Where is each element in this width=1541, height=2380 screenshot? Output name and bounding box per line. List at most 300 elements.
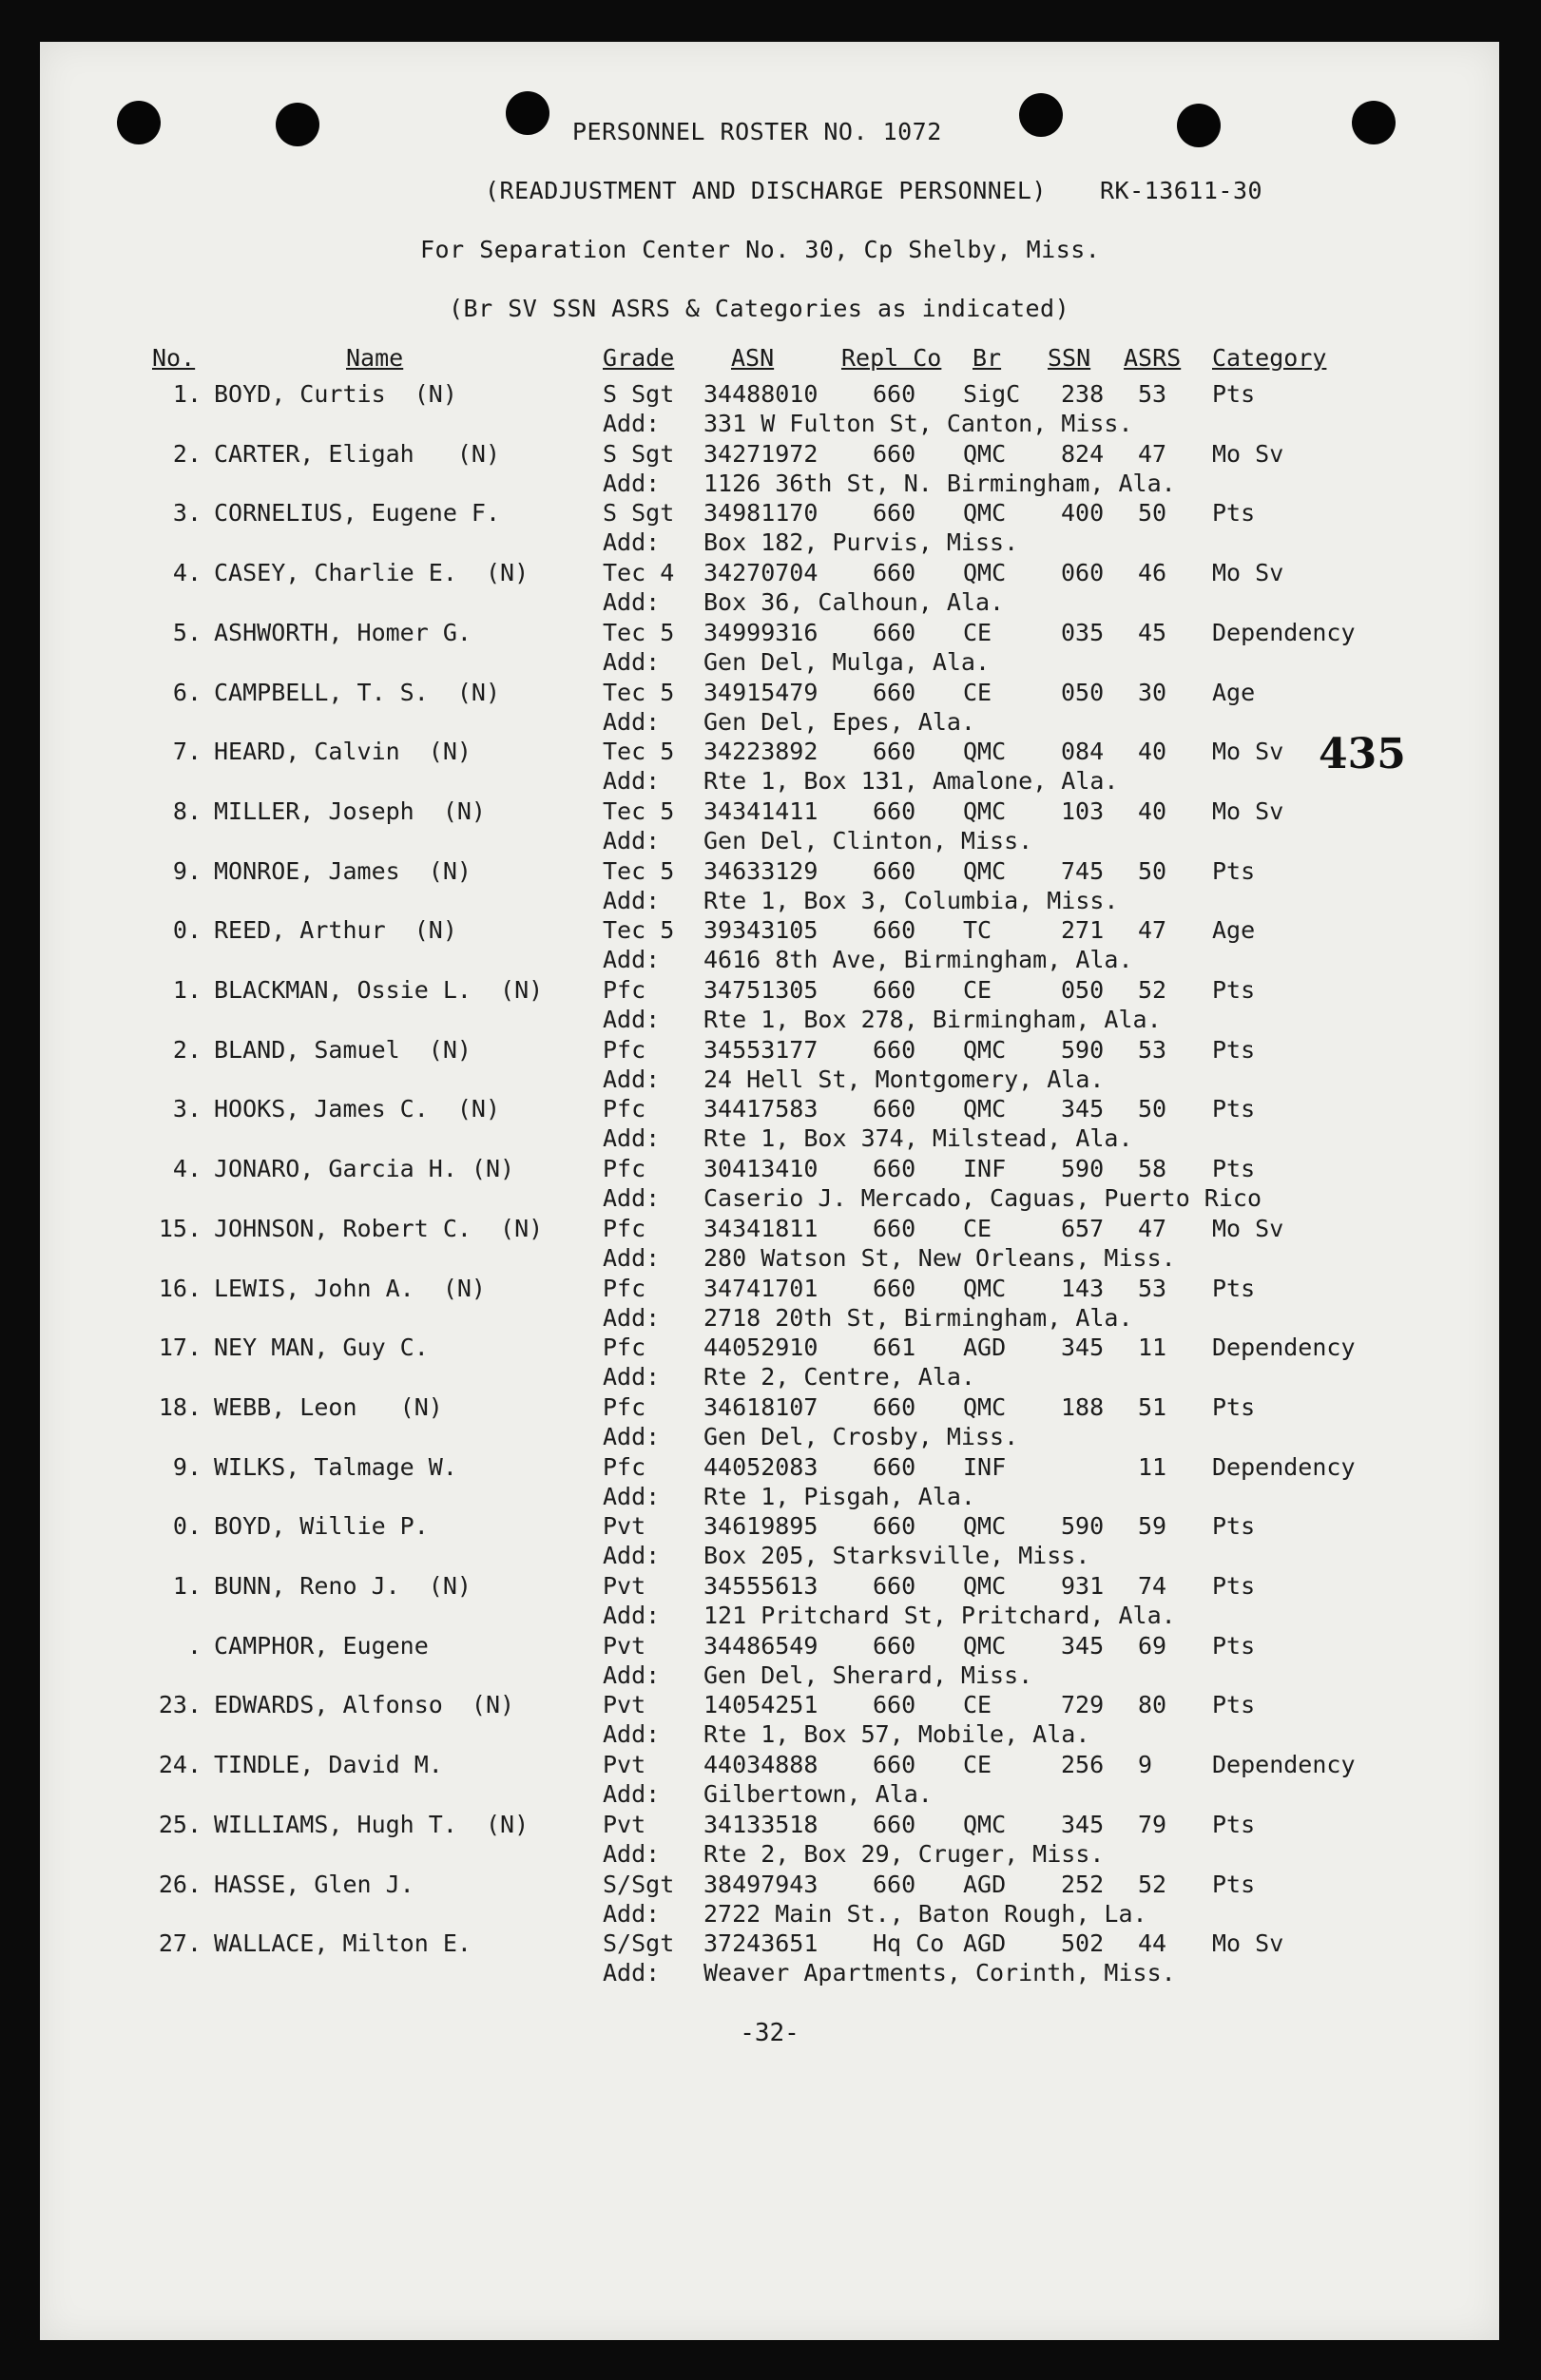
entry-number: 2. [172, 1035, 202, 1064]
entry-ssn: 188 [1061, 1392, 1105, 1421]
entry-asn: 30413410 [703, 1155, 819, 1183]
entry-ssn: 271 [1061, 916, 1105, 945]
entry-category: Mo Sv [1212, 559, 1284, 587]
entry-name: WILLIAMS, Hugh T. (N) [214, 1810, 530, 1838]
entry-category: Pts [1212, 1810, 1256, 1838]
col-header-no: No. [152, 344, 196, 372]
entry-ssn: 590 [1061, 1512, 1105, 1541]
col-header-category: Category [1212, 344, 1327, 372]
entry-address: Caserio J. Mercado, Caguas, Puerto Rico [703, 1184, 1262, 1213]
roster-entry [40, 1751, 1499, 1810]
col-header-ssn: SSN [1048, 344, 1091, 372]
entry-category: Mo Sv [1212, 1929, 1284, 1958]
entry-branch: QMC [963, 1512, 1007, 1541]
entry-address: Rte 1, Box 3, Columbia, Miss. [703, 886, 1119, 914]
entry-ssn: 729 [1061, 1691, 1105, 1719]
entry-ssn: 590 [1061, 1035, 1105, 1064]
entry-address-label: Add: [603, 1006, 661, 1033]
roster-entry [40, 1036, 1499, 1095]
entry-asrs: 40 [1138, 797, 1167, 825]
entry-branch: AGD [963, 1870, 1007, 1898]
entry-branch: CE [963, 678, 992, 706]
entry-repl-co: 660 [873, 1751, 916, 1779]
roster-entry [40, 380, 1499, 439]
entry-repl-co: 660 [873, 1631, 916, 1660]
entry-address: Box 36, Calhoun, Ala. [703, 588, 1005, 617]
entry-repl-co: 660 [873, 1095, 916, 1123]
entry-category: Dependency [1212, 1452, 1356, 1481]
entry-address: Rte 1, Box 57, Mobile, Ala. [703, 1720, 1090, 1749]
entry-category: Dependency [1212, 1334, 1356, 1362]
entry-number: . [186, 1631, 202, 1660]
entry-ssn: 050 [1061, 976, 1105, 1004]
entry-name: NEY MAN, Guy C. [214, 1334, 429, 1362]
entry-branch: SigC [963, 380, 1021, 408]
entry-asn: 37243651 [703, 1929, 819, 1958]
entry-ssn: 238 [1061, 380, 1105, 408]
entry-name: REED, Arthur (N) [214, 916, 457, 945]
entry-asrs: 74 [1138, 1572, 1167, 1600]
punch-hole-4 [1019, 93, 1063, 137]
entry-repl-co: 660 [873, 738, 916, 766]
roster-entry [40, 1215, 1499, 1274]
entry-category: Pts [1212, 1512, 1256, 1541]
entry-address: Rte 2, Centre, Ala. [703, 1363, 975, 1392]
entry-ssn: 345 [1061, 1095, 1105, 1123]
entry-branch: QMC [963, 1274, 1007, 1302]
entry-repl-co: 660 [873, 439, 916, 468]
entry-branch: AGD [963, 1334, 1007, 1362]
entry-ssn: 502 [1061, 1929, 1105, 1958]
roster-entry [40, 1691, 1499, 1750]
entry-grade: Tec 4 [603, 559, 675, 587]
entry-address: Gen Del, Crosby, Miss. [703, 1422, 1019, 1450]
entry-number: 4. [172, 559, 202, 587]
entry-ssn: 400 [1061, 499, 1105, 528]
entry-ssn: 060 [1061, 559, 1105, 587]
entry-branch: CE [963, 618, 992, 646]
entry-asrs: 53 [1138, 380, 1167, 408]
entry-ssn: 084 [1061, 738, 1105, 766]
entry-name: HEARD, Calvin (N) [214, 738, 472, 766]
col-header-repl-co: Repl Co [841, 344, 942, 372]
entry-grade: Pfc [603, 1035, 646, 1064]
entry-category: Pts [1212, 1155, 1256, 1183]
entry-address-label: Add: [603, 647, 661, 676]
entry-address: 24 Hell St, Montgomery, Ala. [703, 1065, 1105, 1093]
entry-ssn: 143 [1061, 1274, 1105, 1302]
entry-asn: 44052910 [703, 1334, 819, 1362]
entry-asn: 34553177 [703, 1035, 819, 1064]
entry-branch: QMC [963, 1035, 1007, 1064]
entry-address: 4616 8th Ave, Birmingham, Ala. [703, 946, 1133, 974]
entry-number: 17. [158, 1334, 202, 1362]
entry-asn: 34915479 [703, 678, 819, 706]
page-number: -32- [740, 2019, 799, 2047]
entry-grade: Pfc [603, 1392, 646, 1421]
entry-branch: AGD [963, 1929, 1007, 1958]
entry-number: 0. [172, 1512, 202, 1541]
entry-name: BLAND, Samuel (N) [214, 1035, 472, 1064]
roster-entry [40, 1453, 1499, 1512]
entry-grade: Tec 5 [603, 916, 675, 945]
entry-asrs: 53 [1138, 1035, 1167, 1064]
entry-number: 25. [158, 1810, 202, 1838]
entry-address: 280 Watson St, New Orleans, Miss. [703, 1243, 1176, 1272]
entry-category: Dependency [1212, 618, 1356, 646]
entry-asrs: 50 [1138, 856, 1167, 885]
entry-grade: S/Sgt [603, 1870, 675, 1898]
entry-repl-co: 660 [873, 1691, 916, 1719]
entry-address: Rte 1, Box 278, Birmingham, Ala. [703, 1006, 1162, 1033]
entry-number: 2. [172, 439, 202, 468]
roster-entry [40, 1811, 1499, 1870]
entry-grade: Pvt [603, 1810, 646, 1838]
entry-category: Pts [1212, 1035, 1256, 1064]
entry-address: Weaver Apartments, Corinth, Miss. [703, 1959, 1176, 1987]
punch-hole-2 [276, 103, 319, 146]
entry-repl-co: 660 [873, 1452, 916, 1481]
roster-subtitle: (READJUSTMENT AND DISCHARGE PERSONNEL) [485, 177, 1047, 204]
entry-address: Rte 1, Pisgah, Ala. [703, 1482, 975, 1510]
entry-address-label: Add: [603, 1720, 661, 1749]
entry-ssn: 657 [1061, 1214, 1105, 1242]
entry-address-label: Add: [603, 1422, 661, 1450]
punch-hole-5 [1177, 104, 1221, 147]
entry-repl-co: 660 [873, 559, 916, 587]
entry-ssn: 256 [1061, 1751, 1105, 1779]
entry-asrs: 47 [1138, 439, 1167, 468]
entry-asn: 34133518 [703, 1810, 819, 1838]
entry-number: 1. [172, 1572, 202, 1600]
roster-entry [40, 1393, 1499, 1452]
entry-address-label: Add: [603, 1602, 661, 1629]
entry-address-label: Add: [603, 946, 661, 974]
entry-repl-co: 660 [873, 856, 916, 885]
roster-entry [40, 976, 1499, 1035]
entry-number: 9. [172, 1452, 202, 1481]
entry-repl-co: 661 [873, 1334, 916, 1362]
entry-number: 6. [172, 678, 202, 706]
entry-address: 331 W Fulton St, Canton, Miss. [703, 410, 1133, 437]
entry-name: WALLACE, Milton E. [214, 1929, 472, 1958]
roster-entry [40, 1871, 1499, 1929]
entry-name: BOYD, Willie P. [214, 1512, 429, 1541]
entry-branch: QMC [963, 499, 1007, 528]
entry-category: Mo Sv [1212, 738, 1284, 766]
entry-asrs: 45 [1138, 618, 1167, 646]
roster-entry [40, 1512, 1499, 1571]
entry-grade: S/Sgt [603, 1929, 675, 1958]
roster-entry [40, 1334, 1499, 1392]
entry-repl-co: 660 [873, 499, 916, 528]
entry-asn: 34341811 [703, 1214, 819, 1242]
entry-asn: 34486549 [703, 1631, 819, 1660]
entry-category: Mo Sv [1212, 439, 1284, 468]
entry-repl-co: 660 [873, 1392, 916, 1421]
entry-address-label: Add: [603, 886, 661, 914]
entry-branch: QMC [963, 1631, 1007, 1660]
entry-asrs: 52 [1138, 976, 1167, 1004]
entry-category: Pts [1212, 1870, 1256, 1898]
entry-grade: S Sgt [603, 499, 675, 528]
entry-asn: 34618107 [703, 1392, 819, 1421]
entry-asrs: 50 [1138, 1095, 1167, 1123]
entry-address-label: Add: [603, 588, 661, 617]
entry-name: WEBB, Leon (N) [214, 1392, 443, 1421]
entry-name: HOOKS, James C. (N) [214, 1095, 501, 1123]
entry-grade: Tec 5 [603, 678, 675, 706]
entry-repl-co: 660 [873, 1870, 916, 1898]
entry-address-label: Add: [603, 1839, 661, 1868]
entry-asrs: 58 [1138, 1155, 1167, 1183]
punch-hole-1 [117, 101, 161, 144]
roster-entry [40, 619, 1499, 678]
entry-branch: TC [963, 916, 992, 945]
roster-page [40, 42, 1499, 2340]
entry-asrs: 30 [1138, 678, 1167, 706]
entry-name: ASHWORTH, Homer G. [214, 618, 472, 646]
entry-category: Age [1212, 916, 1256, 945]
entry-ssn: 345 [1061, 1631, 1105, 1660]
entry-ssn: 050 [1061, 678, 1105, 706]
entry-name: BOYD, Curtis (N) [214, 380, 457, 408]
entry-name: JONARO, Garcia H. (N) [214, 1155, 515, 1183]
entry-number: 3. [172, 499, 202, 528]
entry-address-label: Add: [603, 1303, 661, 1332]
entry-asn: 34981170 [703, 499, 819, 528]
page-stamp-number: 435 [1319, 730, 1406, 778]
entry-asrs: 47 [1138, 1214, 1167, 1242]
roster-entry [40, 797, 1499, 856]
entry-asrs: 11 [1138, 1334, 1167, 1362]
entry-asn: 38497943 [703, 1870, 819, 1898]
col-header-asrs: ASRS [1124, 344, 1182, 372]
entry-address: Gen Del, Clinton, Miss. [703, 826, 1033, 854]
entry-ssn: 745 [1061, 856, 1105, 885]
entry-address: Gen Del, Sherard, Miss. [703, 1660, 1033, 1689]
entry-asrs: 11 [1138, 1452, 1167, 1481]
entry-repl-co: 660 [873, 1035, 916, 1064]
col-header-grade: Grade [603, 344, 675, 372]
entry-category: Pts [1212, 1392, 1256, 1421]
entry-number: 7. [172, 738, 202, 766]
entry-ssn: 035 [1061, 618, 1105, 646]
col-header-br: Br [973, 344, 1002, 372]
entry-asn: 14054251 [703, 1691, 819, 1719]
entry-branch: INF [963, 1452, 1007, 1481]
entry-asn: 34223892 [703, 738, 819, 766]
entry-address: 121 Pritchard St, Pritchard, Ala. [703, 1602, 1176, 1629]
roster-entry [40, 916, 1499, 975]
entry-number: 4. [172, 1155, 202, 1183]
entry-asn: 44034888 [703, 1751, 819, 1779]
entry-branch: QMC [963, 797, 1007, 825]
roster-entry [40, 1572, 1499, 1631]
entry-address-label: Add: [603, 1959, 661, 1987]
entry-number: 8. [172, 797, 202, 825]
entry-repl-co: 660 [873, 797, 916, 825]
entry-branch: QMC [963, 559, 1007, 587]
entry-name: BUNN, Reno J. (N) [214, 1572, 472, 1600]
entry-grade: Tec 5 [603, 856, 675, 885]
entry-asn: 34619895 [703, 1512, 819, 1541]
entry-category: Mo Sv [1212, 1214, 1284, 1242]
entry-grade: Pfc [603, 1334, 646, 1362]
entry-asrs: 69 [1138, 1631, 1167, 1660]
entry-name: CASEY, Charlie E. (N) [214, 559, 530, 587]
entry-asrs: 9 [1138, 1751, 1153, 1779]
entry-number: 27. [158, 1929, 202, 1958]
entry-address-label: Add: [603, 1482, 661, 1510]
roster-title: PERSONNEL ROSTER NO. 1072 [572, 118, 942, 145]
entry-address-label: Add: [603, 1780, 661, 1809]
entry-address-label: Add: [603, 1899, 661, 1928]
entry-ssn: 252 [1061, 1870, 1105, 1898]
entry-address: Rte 2, Box 29, Cruger, Miss. [703, 1839, 1105, 1868]
entry-grade: S Sgt [603, 380, 675, 408]
entry-asn: 34751305 [703, 976, 819, 1004]
entry-category: Pts [1212, 1095, 1256, 1123]
entry-asrs: 47 [1138, 916, 1167, 945]
entry-category: Pts [1212, 976, 1256, 1004]
entry-repl-co: 660 [873, 1810, 916, 1838]
entry-repl-co: 660 [873, 976, 916, 1004]
entry-grade: Tec 5 [603, 738, 675, 766]
entry-address-label: Add: [603, 1660, 661, 1689]
entry-address: Rte 1, Box 374, Milstead, Ala. [703, 1124, 1133, 1153]
entry-asrs: 51 [1138, 1392, 1167, 1421]
entry-branch: CE [963, 1691, 992, 1719]
entry-number: 9. [172, 856, 202, 885]
entry-name: CAMPBELL, T. S. (N) [214, 678, 501, 706]
entry-address: 1126 36th St, N. Birmingham, Ala. [703, 469, 1176, 497]
entry-branch: QMC [963, 1095, 1007, 1123]
indication-note: (Br SV SSN ASRS & Categories as indicated) [449, 295, 1070, 322]
entry-name: CORNELIUS, Eugene F. [214, 499, 501, 528]
entry-branch: CE [963, 1214, 992, 1242]
entry-name: CARTER, Eligah (N) [214, 439, 501, 468]
roster-entry [40, 679, 1499, 738]
entry-branch: QMC [963, 439, 1007, 468]
entry-address: Gen Del, Epes, Ala. [703, 707, 975, 736]
punch-hole-3 [506, 91, 549, 135]
entry-repl-co: 660 [873, 1512, 916, 1541]
entry-number: 0. [172, 916, 202, 945]
entry-name: WILKS, Talmage W. [214, 1452, 457, 1481]
entry-address-label: Add: [603, 826, 661, 854]
entry-repl-co: 660 [873, 1572, 916, 1600]
entry-grade: Pfc [603, 1274, 646, 1302]
entry-category: Age [1212, 678, 1256, 706]
entry-repl-co: 660 [873, 1155, 916, 1183]
entry-address: Gen Del, Mulga, Ala. [703, 647, 991, 676]
entry-grade: Pfc [603, 1155, 646, 1183]
roster-entry [40, 1095, 1499, 1154]
roster-entry [40, 440, 1499, 499]
entry-ssn: 824 [1061, 439, 1105, 468]
entry-grade: Pvt [603, 1572, 646, 1600]
entry-grade: Pvt [603, 1691, 646, 1719]
entry-number: 1. [172, 380, 202, 408]
entry-ssn: 345 [1061, 1810, 1105, 1838]
entry-ssn: 931 [1061, 1572, 1105, 1600]
roster-entry [40, 857, 1499, 916]
entry-category: Dependency [1212, 1751, 1356, 1779]
entry-repl-co: 660 [873, 1214, 916, 1242]
entry-number: 5. [172, 618, 202, 646]
entry-name: MONROE, James (N) [214, 856, 472, 885]
entry-grade: Pfc [603, 1214, 646, 1242]
roster-code: RK-13611-30 [1100, 177, 1263, 204]
roster-entry [40, 1929, 1499, 1988]
entry-grade: Tec 5 [603, 618, 675, 646]
entry-grade: Pvt [603, 1751, 646, 1779]
entry-repl-co: 660 [873, 916, 916, 945]
entry-name: JOHNSON, Robert C. (N) [214, 1214, 544, 1242]
entry-address-label: Add: [603, 469, 661, 497]
entry-address-label: Add: [603, 410, 661, 437]
entry-category: Pts [1212, 380, 1256, 408]
entry-asrs: 44 [1138, 1929, 1167, 1958]
entry-number: 24. [158, 1751, 202, 1779]
entry-asn: 34488010 [703, 380, 819, 408]
entry-grade: Pfc [603, 1452, 646, 1481]
entry-grade: Pvt [603, 1512, 646, 1541]
entry-grade: S Sgt [603, 439, 675, 468]
entry-category: Pts [1212, 1631, 1256, 1660]
roster-entry [40, 738, 1499, 797]
entry-asn: 34999316 [703, 618, 819, 646]
entry-asrs: 59 [1138, 1512, 1167, 1541]
entry-address: Box 182, Purvis, Miss. [703, 528, 1019, 557]
entry-asrs: 46 [1138, 559, 1167, 587]
entry-address-label: Add: [603, 1124, 661, 1153]
entry-branch: QMC [963, 1810, 1007, 1838]
entry-asrs: 52 [1138, 1870, 1167, 1898]
entry-address-label: Add: [603, 1542, 661, 1570]
entry-branch: QMC [963, 1572, 1007, 1600]
entry-name: TINDLE, David M. [214, 1751, 443, 1779]
entry-number: 18. [158, 1392, 202, 1421]
entry-repl-co: 660 [873, 1274, 916, 1302]
entry-grade: Pfc [603, 976, 646, 1004]
entry-asrs: 80 [1138, 1691, 1167, 1719]
entry-category: Pts [1212, 1274, 1256, 1302]
entry-grade: Pvt [603, 1631, 646, 1660]
col-header-name: Name [346, 344, 404, 372]
entry-address-label: Add: [603, 528, 661, 557]
entry-repl-co: 660 [873, 380, 916, 408]
entry-asn: 34271972 [703, 439, 819, 468]
entry-branch: INF [963, 1155, 1007, 1183]
separation-center-line: For Separation Center No. 30, Cp Shelby, Miss. [420, 236, 1101, 263]
entry-address-label: Add: [603, 1363, 661, 1392]
entry-asrs: 53 [1138, 1274, 1167, 1302]
entry-number: 15. [158, 1214, 202, 1242]
entry-repl-co: 660 [873, 618, 916, 646]
entry-name: MILLER, Joseph (N) [214, 797, 486, 825]
entry-address-label: Add: [603, 767, 661, 796]
entry-name: HASSE, Glen J. [214, 1870, 414, 1898]
entry-category: Pts [1212, 1572, 1256, 1600]
entry-address-label: Add: [603, 707, 661, 736]
entry-branch: CE [963, 976, 992, 1004]
roster-entry [40, 499, 1499, 558]
entry-address: Gilbertown, Ala. [703, 1780, 933, 1809]
entry-address: 2718 20th St, Birmingham, Ala. [703, 1303, 1133, 1332]
entry-branch: QMC [963, 738, 1007, 766]
